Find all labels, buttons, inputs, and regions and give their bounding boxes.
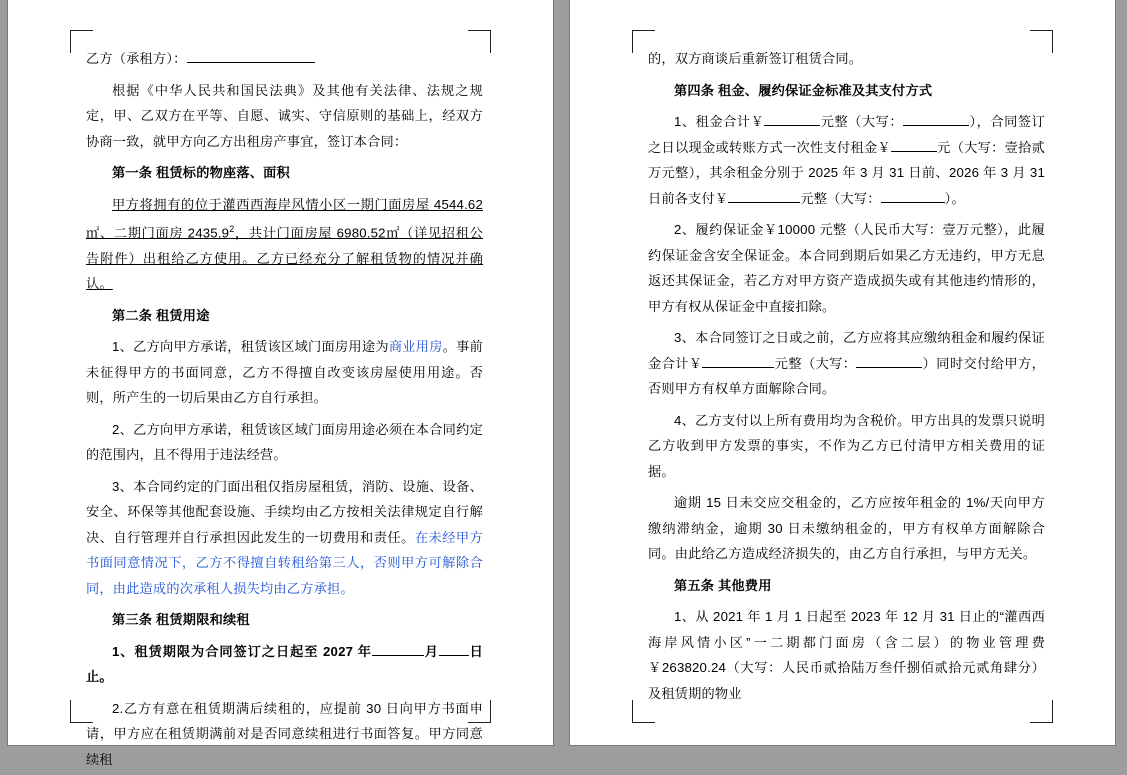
deposit-total-blank <box>702 353 774 367</box>
article-3-month-label: 月 <box>423 643 439 659</box>
article-3-item-1-a: 1、租赁期限为合同签订之日起至 2027 年 <box>112 643 372 659</box>
article-4-item-2: 2、履约保证金￥10000 元整（人民币大写：壹万元整），此履约保证金含安全保证金。本合同到期后如果乙方无违约，甲方无息返还其保证金，若乙方对甲方资产造成损失或有其他违约情形的，甲方有权从保证金中直接扣除。 <box>648 222 1045 314</box>
article-1-title: 第一条 租赁标的物座落、面积 <box>112 165 290 180</box>
article-3-item-1 <box>86 639 483 690</box>
article-2-use-highlight: 商业用房 <box>388 339 443 355</box>
article-4-item-1-d: 元（大写：壹拾贰万元整），其余租金分别于 2025 年 3 月 31 日前、2026 年 3 月 31 日前各支付￥ <box>648 139 1045 206</box>
first-payment-blank <box>891 137 937 151</box>
preamble-paragraph: 根据《中华人民共和国民法典》及其他有关法律、法规之规定，甲、乙双方在平等、自愿、诚实、守信原则的基础上，经双方协商一致，就甲方向乙方出租房产事宜，签订本合同： <box>86 82 483 149</box>
article-3-item-2: 2.乙方有意在租赁期满后续租的，应提前 30 日向甲方书面申请，甲方应在租赁期满前对是否同意续租进行书面答复。甲方同意续租 <box>86 700 483 767</box>
page-left-content <box>86 46 484 767</box>
installment-blank <box>728 188 800 202</box>
article-2-item-3-blue: 在未经甲方书面同意情况下，乙方不得擅自转租给第三人，否则甲方可解除合同，由此造成的次承租人损失均由乙方承担。 <box>86 529 483 596</box>
article-2-item-3 <box>86 474 483 602</box>
article-4-item-1-b: 元整（大写： <box>820 114 904 129</box>
article-4-title: 第四条 租金、履约保证金标准及其支付方式 <box>674 82 933 98</box>
article-3-day-blank <box>439 642 469 656</box>
article-1-seg-4: 确认。 <box>86 250 483 292</box>
article-5-item-1: 1、从 2021 年 1 月 1 日起至 2023 年 12 月 31 日止的“灌西西海岸风情小区”一二期都门面房（含二层）的物业管理费￥263820.24（大写：人民币贰拾陆万叁仟捌佰贰拾元贰角肆分）及租赁期的物业 <box>648 609 1045 701</box>
party-b-label: 乙方（承租方）： <box>86 51 187 66</box>
article-2-item-1-a: 1、乙方向甲方承诺，租赁该区域门面房用途为 <box>112 339 389 355</box>
document-page-left <box>8 0 553 767</box>
article-2-item-3-black: 3、本合同约定的门面出租仅指房屋租赁，消防、设施、设备、安全、环保等其他配套设施、手续均由乙方按相关法律规定自行解决、自行管理并自行承担因此发生的一切费用和责任。 <box>86 478 483 545</box>
document-page-right <box>570 0 1115 745</box>
article-1-seg-1: 甲方将拥有的位于灌西西海岸风情小区一期门面房屋 4544.62㎡ <box>86 196 483 241</box>
article-2-item-1-b: 。事前未征得甲方的书面同意，乙方不得擅自改变该房屋使用用途。否则，所产生的一切后果由乙方自行承担。 <box>86 339 483 406</box>
rent-total-blank <box>764 112 820 126</box>
article-4-item-3-b: 元整（大写： <box>774 355 857 371</box>
article-3-item-1-c: 日止。 <box>86 643 484 685</box>
deposit-total-words-blank <box>856 353 922 367</box>
article-4-item-1-f: ）。 <box>944 190 965 206</box>
article-2-item-2: 2、乙方向甲方承诺，租赁该区域门面房用途必须在本合同约定的范围内，且不得用于违法经营。 <box>86 421 483 463</box>
article-3-month-blank <box>372 642 424 656</box>
article-1-seg-2: 、二期门面房 2435.9 <box>99 225 230 241</box>
article-2-item-1 <box>86 334 483 411</box>
page-right-content <box>648 46 1045 705</box>
party-b-blank <box>187 49 315 63</box>
article-4-item-3-a: 3、本合同签订之日或之前，乙方应将其应缴纳租金和履约保证金合计￥ <box>648 330 1045 371</box>
article-3-title: 第三条 租赁期限和续租 <box>112 612 250 628</box>
article-4-item-1-a: 1、租金合计￥ <box>674 114 765 129</box>
article-4-item-3 <box>648 325 1045 402</box>
article-1-superscript: 2 <box>229 224 235 234</box>
article-4-item-1-c: ），合同签订之日以现金或转账方式一次性支付租金￥ <box>648 114 1046 155</box>
rent-total-words-blank <box>903 112 969 126</box>
article-5-title: 第五条 其他费用 <box>674 577 772 593</box>
party-b-line <box>86 46 483 72</box>
article-4-item-4: 4、乙方支付以上所有费用均为含税价。甲方出具的发票只说明乙方收到甲方发票的事实，不作为乙方已付清甲方相关费用的证据。 <box>648 412 1045 479</box>
installment-words-blank <box>881 188 945 202</box>
article-4-item-3-c: ）同时交付给甲方，否则甲方有权单方面解除合同。 <box>648 355 1045 396</box>
article-4-item-1-e: 元整（大写： <box>800 190 881 206</box>
continuation-line: 的，双方商谈后重新签订租赁合同。 <box>648 51 863 66</box>
article-1-seg-3: ，共计门面房屋 6980.52㎡（详见招租公告附件）出租给乙方使用。乙方已经充分了解租赁物的情况并 <box>86 225 483 266</box>
article-2-title: 第二条 租赁用途 <box>112 307 210 323</box>
article-1-body <box>86 192 483 297</box>
article-4-item-1 <box>648 109 1045 211</box>
article-4-item-5: 逾期 15 日未交应交租金的，乙方应按年租金的 1%/天向甲方缴纳滞纳金，逾期 30 日未缴纳租金的，甲方有权单方面解除合同。由此给乙方造成经济损失的，由乙方自行承担，与甲方无关。 <box>648 495 1045 561</box>
